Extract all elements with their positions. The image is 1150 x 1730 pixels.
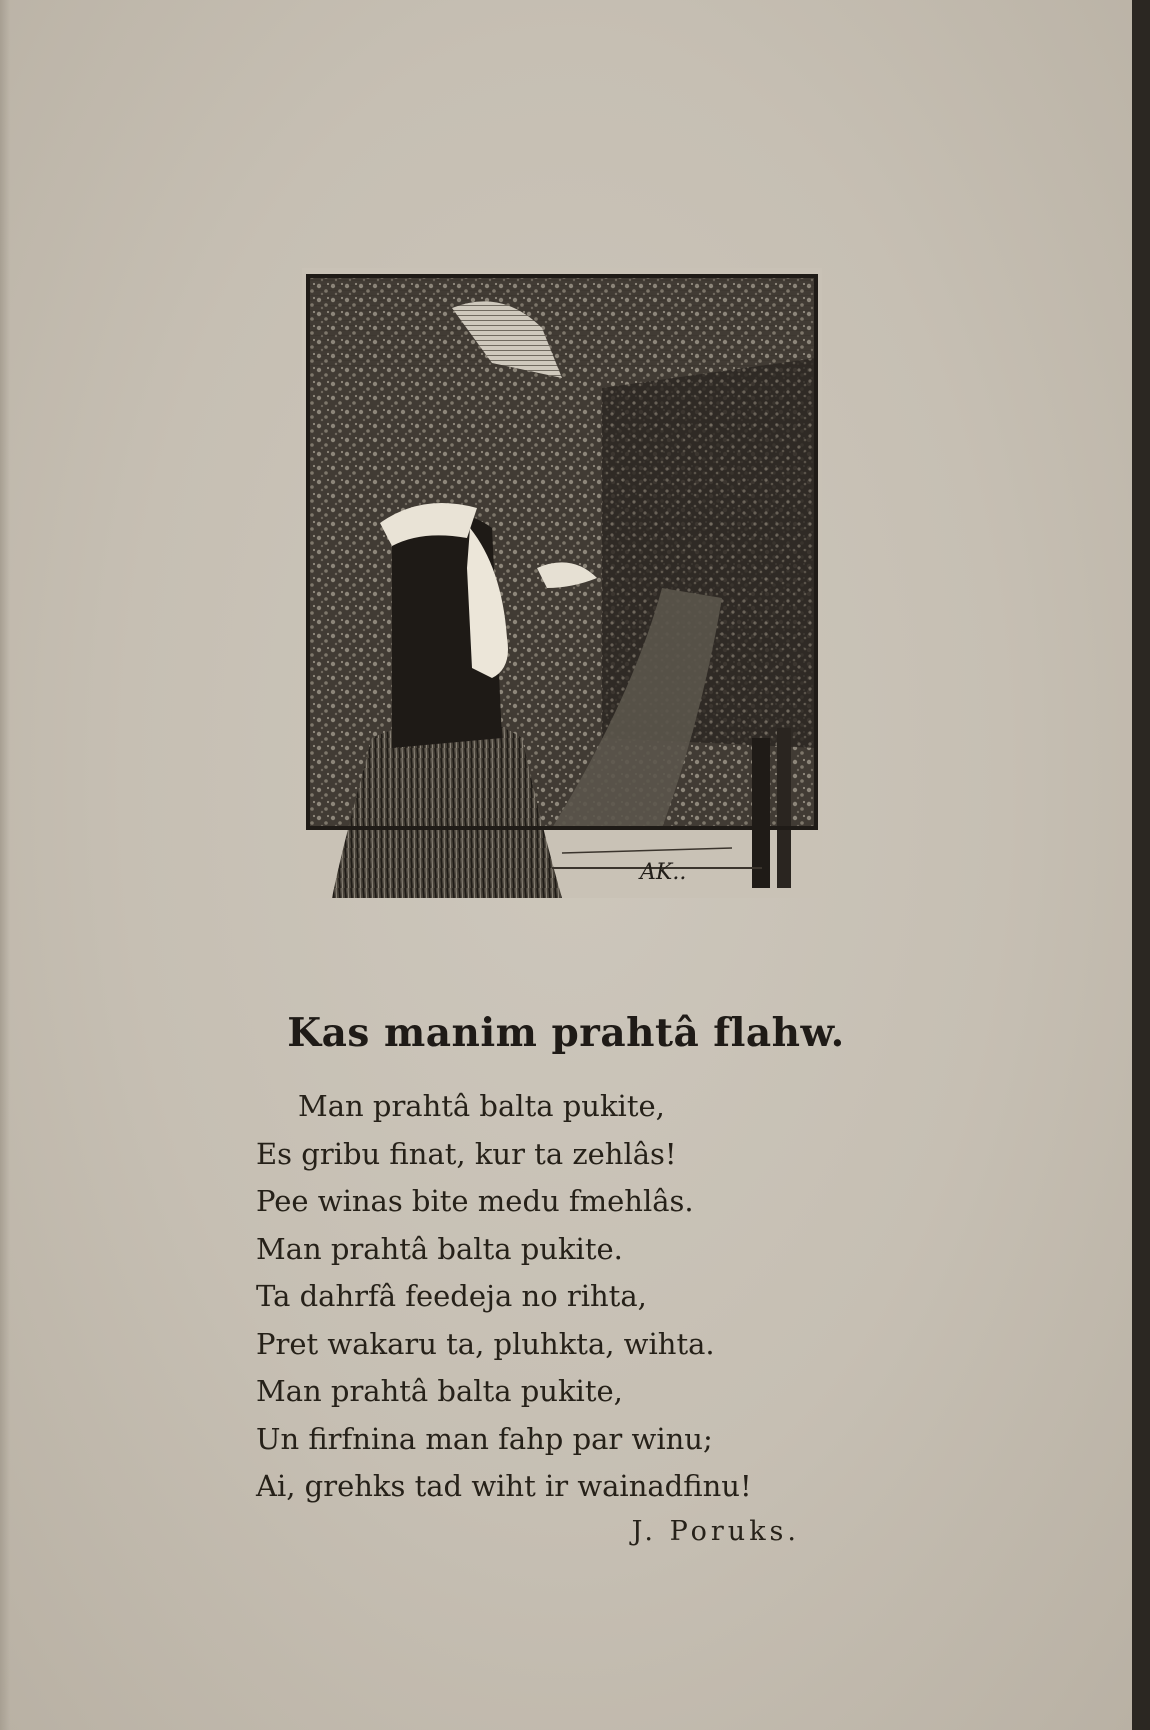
poem-title: Kas manim prahtâ flahw. — [287, 1010, 845, 1056]
poem-line: Man prahtâ balta pukite. — [256, 1231, 623, 1266]
poem-line: Ta dahrfâ feedeja no rihta, — [256, 1279, 647, 1313]
woodcut-illustration — [302, 268, 822, 898]
poem-line: Pret wakaru ta, pluhkta, wihta. — [256, 1326, 715, 1361]
poem-author: J. Poruks. — [631, 1516, 800, 1547]
poem-line: Man prahtâ balta pukite, — [298, 1089, 665, 1123]
poem-verse — [256, 1083, 896, 1511]
page-shadow — [0, 0, 10, 1730]
poem-line: Ai, grehks tad wiht ir wainadfinu! — [256, 1469, 752, 1503]
poem-line: Man prahtâ balta pukite, — [256, 1374, 623, 1408]
poem-line: Un firfnina man fahp par winu; — [256, 1421, 713, 1456]
illustration-monogram: AK.. — [640, 860, 687, 885]
poem-line: Es gribu finat, kur ta zehlâs! — [256, 1136, 677, 1171]
poem-line: Pee winas bite medu fmehlâs. — [256, 1184, 694, 1218]
